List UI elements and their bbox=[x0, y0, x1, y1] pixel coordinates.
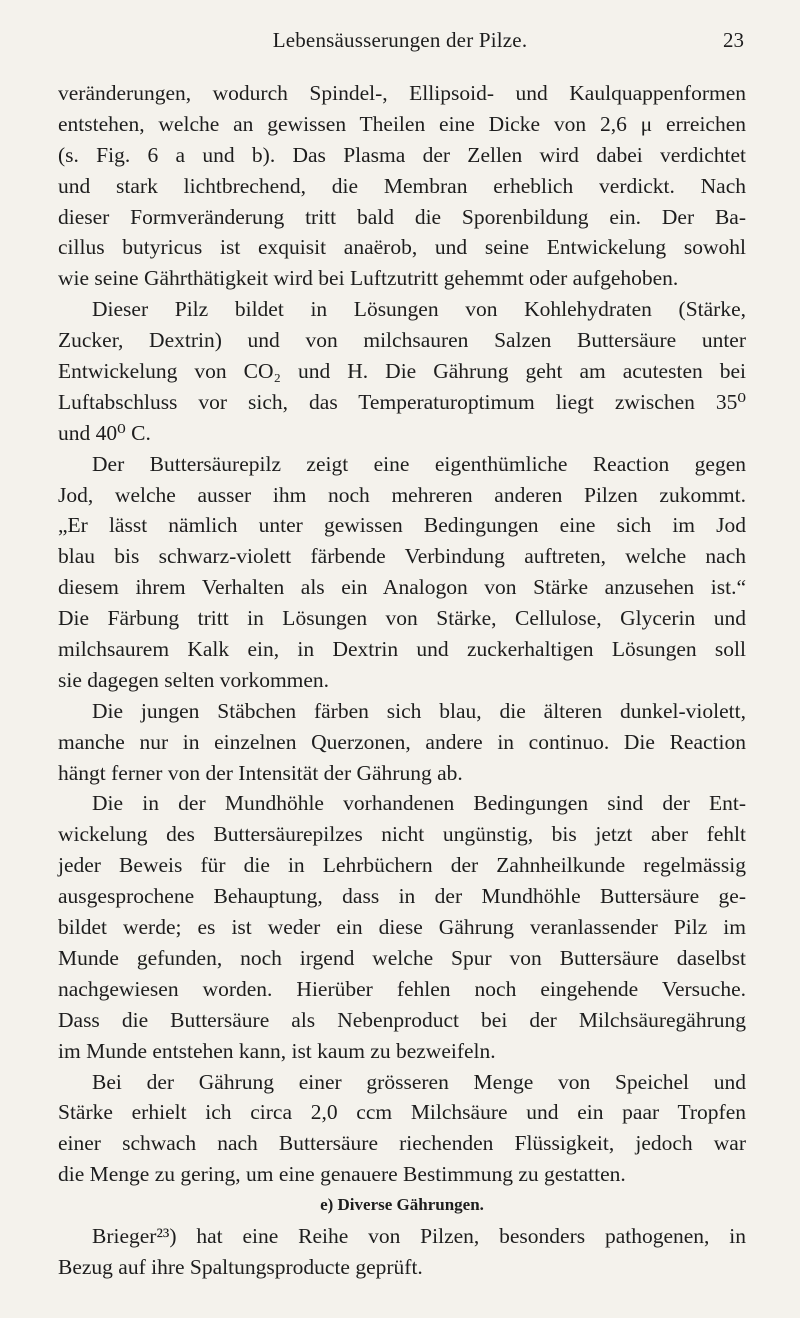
text-line: cillus butyricus ist exquisit anaërob, und seine Entwickelung sowohl bbox=[58, 235, 746, 260]
text-line: „Er lässt nämlich unter gewissen Bedingungen eine sich im Jod bbox=[58, 513, 746, 538]
running-header bbox=[0, 24, 800, 54]
text-line: Bezug auf ihre Spaltungsproducte geprüft. bbox=[58, 1254, 423, 1279]
text-line: milchsaurem Kalk ein, in Dextrin und zuckerhaltigen Lösungen soll bbox=[58, 637, 746, 662]
text-line: Dass die Buttersäure als Nebenproduct bei der Milchsäuregährung bbox=[58, 1007, 746, 1032]
text-line: Die Färbung tritt in Lösungen von Stärke, Cellulose, Glycerin und bbox=[58, 606, 746, 631]
text-line: Munde gefunden, noch irgend welche Spur von Buttersäure daselbst bbox=[58, 945, 746, 970]
paragraph-start-line: Brieger²³) hat eine Reihe von Pilzen, besonders pathogenen, in bbox=[92, 1223, 746, 1248]
text-line: die Menge zu gering, um eine genauere Bestimmung zu gestatten. bbox=[58, 1162, 626, 1187]
text-line: und 40⁰ C. bbox=[58, 420, 151, 445]
text-line: veränderungen, wodurch Spindel-, Ellipsoid- und Kaulquappenformen bbox=[58, 81, 746, 105]
body-text bbox=[58, 78, 746, 1283]
text-line: im Munde entstehen kann, ist kaum zu bezweifeln. bbox=[58, 1038, 496, 1063]
text-line: ausgesprochene Behauptung, dass in der Mundhöhle Buttersäure ge- bbox=[58, 884, 746, 909]
text-line: hängt ferner von der Intensität der Gährung ab. bbox=[58, 760, 463, 785]
text-line: dieser Formveränderung tritt bald die Sporenbildung ein. Der Ba- bbox=[58, 204, 746, 229]
text-line: blau bis schwarz-violett färbende Verbindung auftreten, welche nach bbox=[58, 544, 746, 569]
text-line: wickelung des Buttersäurepilzes nicht ungünstig, bis jetzt aber fehlt bbox=[58, 822, 746, 847]
text-line: Zucker, Dextrin) und von milchsauren Salzen Buttersäure unter bbox=[58, 328, 746, 353]
paragraph-start-line: Der Buttersäurepilz zeigt eine eigenthümliche Reaction gegen bbox=[92, 451, 746, 476]
text-line: jeder Beweis für die in Lehrbüchern der Zahnheilkunde regelmässig bbox=[58, 853, 746, 878]
text-line: einer schwach nach Buttersäure riechenden Flüssigkeit, jedoch war bbox=[58, 1131, 746, 1156]
paragraph-start-line: Dieser Pilz bildet in Lösungen von Kohlehydraten (Stärke, bbox=[92, 297, 746, 322]
text-line: diesem ihrem Verhalten als ein Analogon von Stärke anzusehen ist.“ bbox=[58, 575, 746, 600]
text-line: Stärke erhielt ich circa 2,0 ccm Milchsäure und ein paar Tropfen bbox=[58, 1100, 746, 1125]
paragraph-start-line: Die in der Mundhöhle vorhandenen Bedingungen sind der Ent- bbox=[92, 791, 746, 816]
text-line: sie dagegen selten vorkommen. bbox=[58, 667, 330, 692]
text-line: Luftabschluss vor sich, das Temperaturoptimum liegt zwischen 35⁰ bbox=[58, 389, 746, 414]
text-line: wie seine Gährthätigkeit wird bei Luftzutritt gehemmt oder aufgehoben. bbox=[58, 266, 679, 291]
running-title: Lebensäusserungen der Pilze. bbox=[272, 28, 528, 52]
text-line: nachgewiesen worden. Hierüber fehlen noch eingehende Versuche. bbox=[58, 976, 746, 1001]
text-line: Entwickelung von CO₂ und H. Die Gährung geht am acutesten bei bbox=[58, 359, 746, 384]
section-heading: e) Diverse Gährungen. bbox=[320, 1195, 484, 1215]
paragraph-start-line: Bei der Gährung einer grösseren Menge von Speichel und bbox=[92, 1069, 746, 1094]
text-line: manche nur in einzelnen Querzonen, andere in continuo. Die Reaction bbox=[58, 729, 746, 754]
paragraph-start-line: Die jungen Stäbchen färben sich blau, die älteren dunkel-violett, bbox=[92, 698, 746, 723]
text-line: und stark lichtbrechend, die Membran erheblich verdickt. Nach bbox=[58, 173, 746, 198]
text-line: (s. Fig. 6 a und b). Das Plasma der Zellen wird dabei verdichtet bbox=[58, 142, 746, 167]
page-number: 23 bbox=[723, 28, 744, 52]
text-line: entstehen, welche an gewissen Theilen eine Dicke von 2,6 μ erreichen bbox=[58, 111, 746, 136]
text-line: Jod, welche ausser ihm noch mehreren anderen Pilzen zukommt. bbox=[58, 482, 746, 507]
text-line: bildet werde; es ist weder ein diese Gährung veranlassender Pilz im bbox=[58, 915, 746, 940]
